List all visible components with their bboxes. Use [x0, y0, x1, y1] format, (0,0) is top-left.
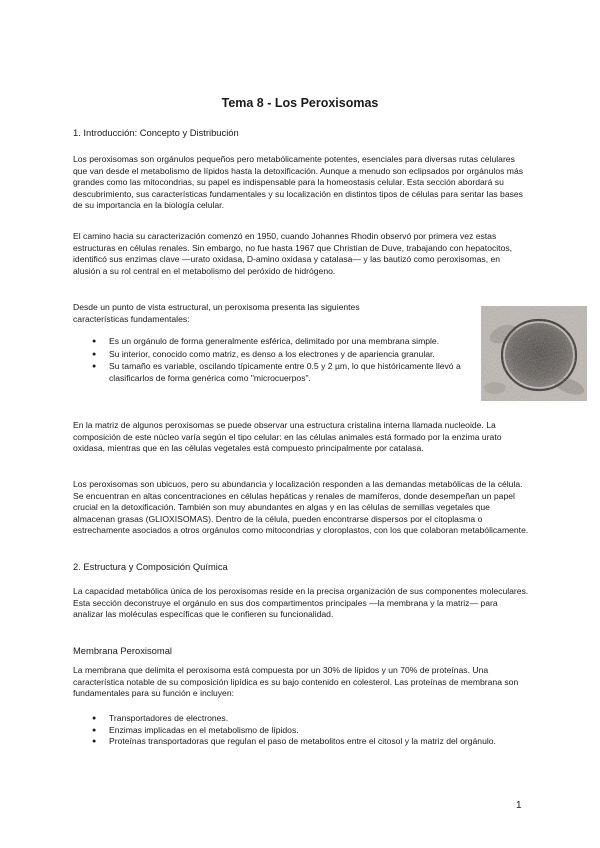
- list-item: ● Es un orgánulo de forma generalmente esférica, delimitado por una membrana simple.: [73, 336, 465, 348]
- list-item: ● Su interior, conocido como matriz, es denso a los electrones y de apariencia granular.: [73, 349, 465, 361]
- section-1-paragraph-2: El camino hacia su caracterización comenzó en 1950, cuando Johannes Rhodin observó por primera vez estas estructuras en células renales. Sin embargo, no fue hasta 1967 que Christian de Duve, trabajando con hepatocitos, identificó sus enzimas clave —urato oxidasa, D-amino oxidasa y catalasa— y las bautizó como peroxisomas, en alusión a su rol central en el metabolismo del peróxido de hidrógeno.: [73, 231, 513, 276]
- document-title: Tema 8 - Los Peroxisomas: [221, 96, 379, 110]
- list-item: ● Proteínas transportadoras que regulan el paso de metabolitos entre el citosol y la matriz del orgánulo.: [73, 736, 529, 748]
- membrane-proteins-list: [73, 713, 529, 748]
- section-2-heading: 2. Estructura y Composición Química: [73, 561, 228, 572]
- section-1-paragraph-4: En la matriz de algunos peroxisomas se puede observar una estructura cristalina interna llamada nucleoide. La composición de este núcleo varía según el tipo celular: en las células animales está formado por la enzima urato oxidasa, mientras que en las células vegetales está compuesto principalmente por catalasa.: [73, 420, 502, 453]
- section-1-heading: 1. Introducción: Concepto y Distribución: [73, 127, 239, 138]
- page-number: 1: [516, 800, 522, 811]
- membrane-subheading: Membrana Peroxisomal: [73, 645, 172, 656]
- list-item: ● Transportadores de electrones.: [73, 713, 529, 725]
- peroxisome-micrograph: [481, 306, 587, 401]
- section-2-paragraph-2: La membrana que delimita el peroxisoma está compuesta por un 30% de lípidos y un 70% de proteínas. Una característica notable de su composición lipídica es su bajo contenido en colesterol. Las proteínas de membrana son fundamentales para su función e incluyen:: [73, 665, 519, 698]
- section-2-paragraph-1: La capacidad metabólica única de los peroxisomas reside en la precisa organización de sus componentes moleculares. Esta sección deconstruye el orgánulo en sus dos compartimentos principales —la membrana y la matriz— para analizar las moléculas específicas que le confieren su funcionalidad.: [73, 586, 529, 619]
- list-item: ● Su tamaño es variable, oscilando típicamente entre 0.5 y 2 µm, lo que históricamente llevó a clasificarlos de forma genérica como "microcuerpos".: [73, 361, 465, 384]
- section-1-paragraph-1: Los peroxisomas son orgánulos pequeños pero metabólicamente potentes, esenciales para diversas rutas celulares que van desde el metabolismo de lípidos hasta la detoxificación. Aunque a menudo son eclipsados por orgánulos más grandes como las mitocondrias, su papel es indispensable para la homeostasis celular. Esta sección abordará su descubrimiento, sus características fundamentales y su localización en distintos tipos de células para sentar las bases de su importancia en la biología celular.: [73, 154, 524, 210]
- section-1-paragraph-5: Los peroxisomas son ubicuos, pero su abundancia y localización responden a las demandas metabólicas de la célula. Se encuentran en altas concentraciones en células hepáticas y renales de mamíferos, donde desempeñan un papel crucial en la detoxificación. También son muy abundantes en algas y en las células de semillas vegetales que almacenan grasas (GLIOXISOMAS). Dentro de la célula, pueden encontrarse dispersos por el citoplasma o estrechamente asociados a otros orgánulos como mitocondrias y cloroplastos, con los que colaboran metabólicamente.: [73, 479, 529, 535]
- micrograph-image: [481, 306, 587, 401]
- list-item: ● Enzimas implicadas en el metabolismo de lípidos.: [73, 725, 529, 737]
- peroxisome-features-list: [73, 336, 465, 384]
- section-1-paragraph-3: Desde un punto de vista estructural, un peroxisoma presenta las siguientes características fundamentales:: [73, 302, 360, 324]
